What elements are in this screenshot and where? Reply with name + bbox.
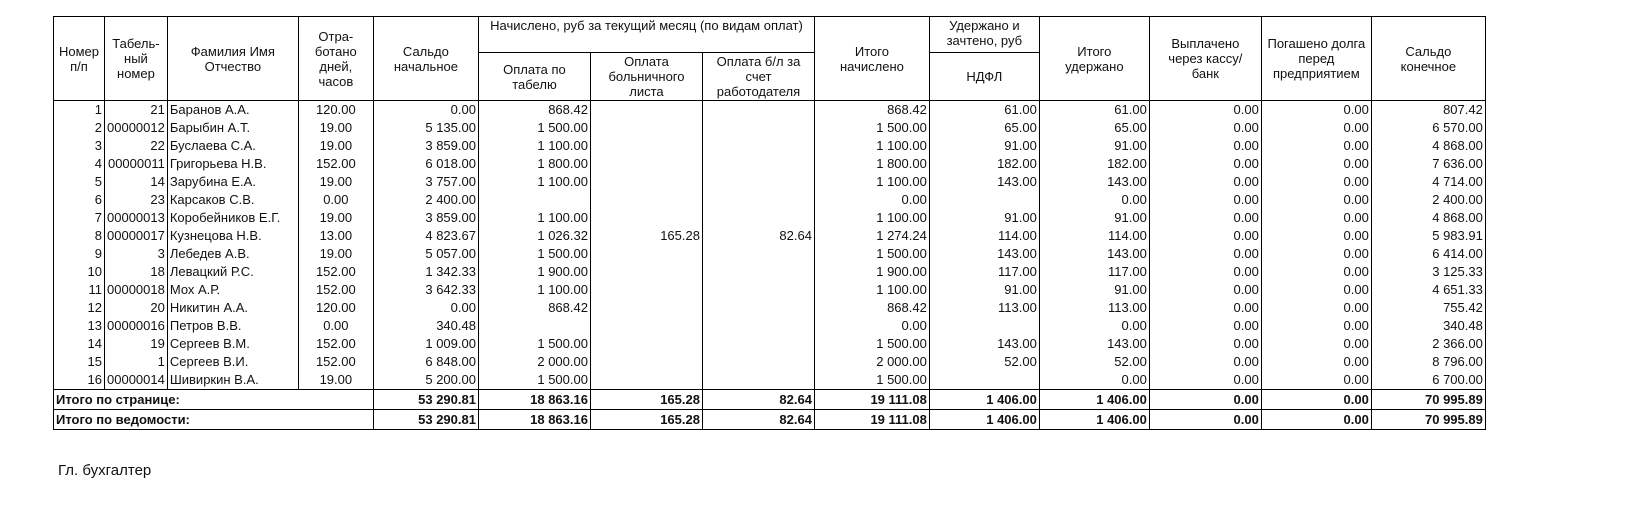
row-saldo-end: 6 700.00 xyxy=(1371,371,1485,390)
totals-row xyxy=(54,390,1486,410)
col-header-days: Отра-ботано дней, часов xyxy=(298,17,373,101)
table-row xyxy=(54,335,1486,353)
row-name: Сергеев В.М. xyxy=(167,335,298,353)
row-name: Карсаков С.В. xyxy=(167,191,298,209)
row-total-accrued: 0.00 xyxy=(814,191,929,209)
row-paid: 0.00 xyxy=(1149,101,1261,120)
row-pay-tabel: 2 000.00 xyxy=(478,353,590,371)
row-pay-employer xyxy=(702,245,814,263)
table-row xyxy=(54,101,1486,120)
row-pay-employer xyxy=(702,281,814,299)
row-total-accrued: 868.42 xyxy=(814,101,929,120)
row-total-withheld: 0.00 xyxy=(1039,191,1149,209)
row-pay-tabel: 1 100.00 xyxy=(478,137,590,155)
row-pay-employer xyxy=(702,119,814,137)
row-saldo-end: 4 868.00 xyxy=(1371,209,1485,227)
row-pay-tabel: 1 500.00 xyxy=(478,119,590,137)
row-saldo-start: 5 057.00 xyxy=(373,245,478,263)
row-total-withheld: 182.00 xyxy=(1039,155,1149,173)
table-row xyxy=(54,119,1486,137)
row-days: 120.00 xyxy=(298,299,373,317)
col-header-pay-sick: Оплата больничного листа xyxy=(590,53,702,101)
row-saldo-end: 340.48 xyxy=(1371,317,1485,335)
row-tab: 14 xyxy=(105,173,168,191)
row-days: 19.00 xyxy=(298,137,373,155)
row-num: 6 xyxy=(54,191,105,209)
row-saldo-end: 807.42 xyxy=(1371,101,1485,120)
row-ndfl: 113.00 xyxy=(929,299,1039,317)
row-ndfl: 143.00 xyxy=(929,245,1039,263)
row-pay-employer xyxy=(702,209,814,227)
row-pay-employer: 82.64 xyxy=(702,227,814,245)
total-withheld: 1 406.00 xyxy=(1039,390,1149,410)
col-header-tab: Табель-ный номер xyxy=(105,17,168,101)
row-paid: 0.00 xyxy=(1149,245,1261,263)
payroll-sheet xyxy=(53,16,1486,430)
total-paid: 0.00 xyxy=(1149,410,1261,430)
row-saldo-end: 4 651.33 xyxy=(1371,281,1485,299)
row-days: 0.00 xyxy=(298,317,373,335)
row-pay-tabel: 1 500.00 xyxy=(478,335,590,353)
col-header-saldo-start: Сальдо начальное xyxy=(373,17,478,101)
total-saldo-start: 53 290.81 xyxy=(373,390,478,410)
row-days: 19.00 xyxy=(298,173,373,191)
row-ndfl: 65.00 xyxy=(929,119,1039,137)
row-name: Барыбин А.Т. xyxy=(167,119,298,137)
row-debt: 0.00 xyxy=(1261,371,1371,390)
row-name: Лебедев А.В. xyxy=(167,245,298,263)
row-pay-tabel: 1 800.00 xyxy=(478,155,590,173)
row-tab: 20 xyxy=(105,299,168,317)
row-num: 14 xyxy=(54,335,105,353)
row-total-accrued: 1 100.00 xyxy=(814,173,929,191)
row-num: 8 xyxy=(54,227,105,245)
row-tab: 00000018 xyxy=(105,281,168,299)
row-pay-employer xyxy=(702,191,814,209)
row-paid: 0.00 xyxy=(1149,173,1261,191)
row-saldo-start: 5 135.00 xyxy=(373,119,478,137)
row-ndfl: 91.00 xyxy=(929,137,1039,155)
totals-row xyxy=(54,410,1486,430)
row-num: 3 xyxy=(54,137,105,155)
table-row xyxy=(54,317,1486,335)
row-name: Петров В.В. xyxy=(167,317,298,335)
col-header-pay-employer: Оплата б/л за счет работодателя xyxy=(702,53,814,101)
total-accrued: 19 111.08 xyxy=(814,390,929,410)
total-pay-sick: 165.28 xyxy=(590,410,702,430)
row-pay-employer xyxy=(702,299,814,317)
row-days: 0.00 xyxy=(298,191,373,209)
row-pay-sick xyxy=(590,191,702,209)
row-name: Левацкий Р.С. xyxy=(167,263,298,281)
row-name: Коробейников Е.Г. xyxy=(167,209,298,227)
row-tab: 1 xyxy=(105,353,168,371)
row-debt: 0.00 xyxy=(1261,119,1371,137)
row-pay-tabel: 1 500.00 xyxy=(478,245,590,263)
table-row xyxy=(54,209,1486,227)
table-row xyxy=(54,299,1486,317)
row-debt: 0.00 xyxy=(1261,263,1371,281)
row-saldo-start: 3 642.33 xyxy=(373,281,478,299)
total-saldo-end: 70 995.89 xyxy=(1371,390,1485,410)
chief-accountant-label: Гл. бухгалтер xyxy=(58,462,152,479)
total-ndfl: 1 406.00 xyxy=(929,390,1039,410)
row-ndfl: 182.00 xyxy=(929,155,1039,173)
row-pay-sick xyxy=(590,173,702,191)
row-num: 5 xyxy=(54,173,105,191)
row-pay-sick xyxy=(590,335,702,353)
row-pay-sick xyxy=(590,245,702,263)
row-pay-sick xyxy=(590,263,702,281)
total-ndfl: 1 406.00 xyxy=(929,410,1039,430)
col-header-total-withheld: Итого удержано xyxy=(1039,17,1149,101)
row-debt: 0.00 xyxy=(1261,281,1371,299)
row-total-accrued: 0.00 xyxy=(814,317,929,335)
row-debt: 0.00 xyxy=(1261,101,1371,120)
totals-label: Итого по странице: xyxy=(54,390,374,410)
row-saldo-end: 6 570.00 xyxy=(1371,119,1485,137)
row-saldo-start: 1 009.00 xyxy=(373,335,478,353)
row-total-accrued: 1 500.00 xyxy=(814,335,929,353)
row-pay-tabel: 868.42 xyxy=(478,299,590,317)
row-total-accrued: 1 100.00 xyxy=(814,209,929,227)
row-days: 152.00 xyxy=(298,263,373,281)
row-total-accrued: 1 800.00 xyxy=(814,155,929,173)
row-saldo-start: 0.00 xyxy=(373,299,478,317)
row-pay-employer xyxy=(702,137,814,155)
row-tab: 00000013 xyxy=(105,209,168,227)
row-pay-tabel: 1 500.00 xyxy=(478,371,590,390)
row-name: Сергеев В.И. xyxy=(167,353,298,371)
row-paid: 0.00 xyxy=(1149,353,1261,371)
table-row xyxy=(54,137,1486,155)
row-pay-employer xyxy=(702,335,814,353)
row-total-withheld: 91.00 xyxy=(1039,209,1149,227)
row-debt: 0.00 xyxy=(1261,317,1371,335)
row-debt: 0.00 xyxy=(1261,173,1371,191)
row-total-withheld: 143.00 xyxy=(1039,245,1149,263)
col-header-accrued-group: Начислено, руб за текущий месяц (по видам оплат) xyxy=(478,17,814,53)
col-header-total-accrued: Итого начислено xyxy=(814,17,929,101)
total-saldo-start: 53 290.81 xyxy=(373,410,478,430)
row-pay-employer xyxy=(702,371,814,390)
row-tab: 19 xyxy=(105,335,168,353)
row-days: 19.00 xyxy=(298,119,373,137)
row-days: 152.00 xyxy=(298,335,373,353)
row-saldo-start: 3 859.00 xyxy=(373,137,478,155)
table-body xyxy=(54,101,1486,390)
row-ndfl: 143.00 xyxy=(929,173,1039,191)
row-pay-tabel: 868.42 xyxy=(478,101,590,120)
table-row xyxy=(54,227,1486,245)
row-paid: 0.00 xyxy=(1149,317,1261,335)
row-debt: 0.00 xyxy=(1261,335,1371,353)
row-num: 15 xyxy=(54,353,105,371)
row-saldo-start: 6 848.00 xyxy=(373,353,478,371)
row-name: Шивиркин В.А. xyxy=(167,371,298,390)
row-pay-tabel: 1 100.00 xyxy=(478,209,590,227)
row-name: Григорьева Н.В. xyxy=(167,155,298,173)
row-tab: 3 xyxy=(105,245,168,263)
row-paid: 0.00 xyxy=(1149,371,1261,390)
row-pay-sick xyxy=(590,371,702,390)
total-pay-employer: 82.64 xyxy=(702,410,814,430)
row-saldo-end: 7 636.00 xyxy=(1371,155,1485,173)
total-saldo-end: 70 995.89 xyxy=(1371,410,1485,430)
row-ndfl: 91.00 xyxy=(929,281,1039,299)
col-header-ndfl: НДФЛ xyxy=(929,53,1039,101)
row-pay-tabel: 1 100.00 xyxy=(478,281,590,299)
total-debt: 0.00 xyxy=(1261,390,1371,410)
row-days: 19.00 xyxy=(298,245,373,263)
row-ndfl: 91.00 xyxy=(929,209,1039,227)
row-num: 11 xyxy=(54,281,105,299)
row-num: 4 xyxy=(54,155,105,173)
row-total-accrued: 1 274.24 xyxy=(814,227,929,245)
row-saldo-start: 4 823.67 xyxy=(373,227,478,245)
row-pay-sick xyxy=(590,155,702,173)
row-num: 7 xyxy=(54,209,105,227)
table-row xyxy=(54,263,1486,281)
row-pay-tabel: 1 026.32 xyxy=(478,227,590,245)
row-name: Баранов А.А. xyxy=(167,101,298,120)
row-pay-sick xyxy=(590,317,702,335)
row-saldo-end: 8 796.00 xyxy=(1371,353,1485,371)
row-paid: 0.00 xyxy=(1149,191,1261,209)
row-saldo-start: 340.48 xyxy=(373,317,478,335)
row-total-withheld: 143.00 xyxy=(1039,173,1149,191)
row-debt: 0.00 xyxy=(1261,227,1371,245)
col-header-name: Фамилия Имя Отчество xyxy=(167,17,298,101)
row-saldo-end: 6 414.00 xyxy=(1371,245,1485,263)
col-header-saldo-end: Сальдо конечное xyxy=(1371,17,1485,101)
table-row xyxy=(54,281,1486,299)
row-num: 13 xyxy=(54,317,105,335)
row-tab: 00000011 xyxy=(105,155,168,173)
row-pay-tabel xyxy=(478,191,590,209)
row-saldo-end: 4 714.00 xyxy=(1371,173,1485,191)
table-row xyxy=(54,371,1486,390)
row-saldo-end: 2 400.00 xyxy=(1371,191,1485,209)
row-ndfl xyxy=(929,371,1039,390)
row-tab: 23 xyxy=(105,191,168,209)
col-header-num: Номер п/п xyxy=(54,17,105,101)
table-header xyxy=(54,17,1486,101)
table-row xyxy=(54,245,1486,263)
total-pay-tabel: 18 863.16 xyxy=(478,390,590,410)
row-total-accrued: 1 500.00 xyxy=(814,371,929,390)
row-num: 10 xyxy=(54,263,105,281)
row-paid: 0.00 xyxy=(1149,155,1261,173)
col-header-debt: Погашено долга перед предприятием xyxy=(1261,17,1371,101)
row-saldo-start: 6 018.00 xyxy=(373,155,478,173)
row-saldo-end: 2 366.00 xyxy=(1371,335,1485,353)
row-saldo-end: 3 125.33 xyxy=(1371,263,1485,281)
col-header-withheld-group: Удержано и зачтено, руб xyxy=(929,17,1039,53)
row-saldo-end: 4 868.00 xyxy=(1371,137,1485,155)
row-paid: 0.00 xyxy=(1149,299,1261,317)
row-total-withheld: 0.00 xyxy=(1039,317,1149,335)
table-totals xyxy=(54,390,1486,430)
row-days: 19.00 xyxy=(298,209,373,227)
row-pay-tabel: 1 100.00 xyxy=(478,173,590,191)
total-accrued: 19 111.08 xyxy=(814,410,929,430)
row-pay-sick xyxy=(590,299,702,317)
row-total-withheld: 61.00 xyxy=(1039,101,1149,120)
row-debt: 0.00 xyxy=(1261,155,1371,173)
row-paid: 0.00 xyxy=(1149,137,1261,155)
row-total-accrued: 1 500.00 xyxy=(814,245,929,263)
row-paid: 0.00 xyxy=(1149,209,1261,227)
row-days: 152.00 xyxy=(298,353,373,371)
row-num: 2 xyxy=(54,119,105,137)
row-pay-employer xyxy=(702,155,814,173)
row-saldo-start: 2 400.00 xyxy=(373,191,478,209)
row-saldo-end: 5 983.91 xyxy=(1371,227,1485,245)
row-paid: 0.00 xyxy=(1149,281,1261,299)
row-days: 120.00 xyxy=(298,101,373,120)
row-total-withheld: 65.00 xyxy=(1039,119,1149,137)
row-debt: 0.00 xyxy=(1261,137,1371,155)
col-header-pay-tabel: Оплата по табелю xyxy=(478,53,590,101)
row-tab: 18 xyxy=(105,263,168,281)
totals-label: Итого по ведомости: xyxy=(54,410,374,430)
row-saldo-start: 5 200.00 xyxy=(373,371,478,390)
row-debt: 0.00 xyxy=(1261,353,1371,371)
row-name: Мох А.Р. xyxy=(167,281,298,299)
row-saldo-end: 755.42 xyxy=(1371,299,1485,317)
row-name: Буслаева С.А. xyxy=(167,137,298,155)
row-tab: 00000017 xyxy=(105,227,168,245)
row-days: 19.00 xyxy=(298,371,373,390)
table-row xyxy=(54,173,1486,191)
row-total-withheld: 91.00 xyxy=(1039,137,1149,155)
row-days: 13.00 xyxy=(298,227,373,245)
row-saldo-start: 0.00 xyxy=(373,101,478,120)
row-name: Никитин А.А. xyxy=(167,299,298,317)
row-ndfl: 117.00 xyxy=(929,263,1039,281)
row-pay-sick xyxy=(590,101,702,120)
row-ndfl: 52.00 xyxy=(929,353,1039,371)
row-tab: 00000016 xyxy=(105,317,168,335)
row-paid: 0.00 xyxy=(1149,119,1261,137)
row-ndfl: 143.00 xyxy=(929,335,1039,353)
row-total-accrued: 1 100.00 xyxy=(814,137,929,155)
row-debt: 0.00 xyxy=(1261,299,1371,317)
row-total-withheld: 143.00 xyxy=(1039,335,1149,353)
row-pay-employer xyxy=(702,173,814,191)
total-paid: 0.00 xyxy=(1149,390,1261,410)
row-ndfl: 61.00 xyxy=(929,101,1039,120)
row-ndfl xyxy=(929,317,1039,335)
row-tab: 22 xyxy=(105,137,168,155)
row-total-accrued: 1 500.00 xyxy=(814,119,929,137)
row-pay-sick xyxy=(590,119,702,137)
total-pay-sick: 165.28 xyxy=(590,390,702,410)
row-pay-tabel xyxy=(478,317,590,335)
total-pay-employer: 82.64 xyxy=(702,390,814,410)
row-paid: 0.00 xyxy=(1149,227,1261,245)
row-pay-employer xyxy=(702,353,814,371)
row-num: 16 xyxy=(54,371,105,390)
row-pay-sick: 165.28 xyxy=(590,227,702,245)
row-debt: 0.00 xyxy=(1261,209,1371,227)
row-pay-sick xyxy=(590,353,702,371)
row-total-accrued: 2 000.00 xyxy=(814,353,929,371)
row-debt: 0.00 xyxy=(1261,245,1371,263)
total-pay-tabel: 18 863.16 xyxy=(478,410,590,430)
row-total-accrued: 1 100.00 xyxy=(814,281,929,299)
row-total-withheld: 117.00 xyxy=(1039,263,1149,281)
row-saldo-start: 1 342.33 xyxy=(373,263,478,281)
row-debt: 0.00 xyxy=(1261,191,1371,209)
row-tab: 21 xyxy=(105,101,168,120)
table-row xyxy=(54,191,1486,209)
row-tab: 00000014 xyxy=(105,371,168,390)
table-row xyxy=(54,353,1486,371)
row-pay-sick xyxy=(590,137,702,155)
row-total-withheld: 91.00 xyxy=(1039,281,1149,299)
row-pay-sick xyxy=(590,281,702,299)
row-paid: 0.00 xyxy=(1149,263,1261,281)
row-tab: 00000012 xyxy=(105,119,168,137)
row-paid: 0.00 xyxy=(1149,335,1261,353)
col-header-paid: Выплачено через кассу/банк xyxy=(1149,17,1261,101)
row-total-withheld: 0.00 xyxy=(1039,371,1149,390)
row-pay-employer xyxy=(702,101,814,120)
row-total-withheld: 114.00 xyxy=(1039,227,1149,245)
row-days: 152.00 xyxy=(298,281,373,299)
row-pay-tabel: 1 900.00 xyxy=(478,263,590,281)
row-pay-employer xyxy=(702,317,814,335)
row-ndfl xyxy=(929,191,1039,209)
row-pay-sick xyxy=(590,209,702,227)
row-saldo-start: 3 757.00 xyxy=(373,173,478,191)
row-num: 9 xyxy=(54,245,105,263)
row-total-withheld: 52.00 xyxy=(1039,353,1149,371)
row-days: 152.00 xyxy=(298,155,373,173)
row-total-accrued: 868.42 xyxy=(814,299,929,317)
row-total-withheld: 113.00 xyxy=(1039,299,1149,317)
row-num: 1 xyxy=(54,101,105,120)
row-total-accrued: 1 900.00 xyxy=(814,263,929,281)
row-num: 12 xyxy=(54,299,105,317)
row-name: Зарубина Е.А. xyxy=(167,173,298,191)
total-debt: 0.00 xyxy=(1261,410,1371,430)
table-row xyxy=(54,155,1486,173)
row-ndfl: 114.00 xyxy=(929,227,1039,245)
row-pay-employer xyxy=(702,263,814,281)
total-withheld: 1 406.00 xyxy=(1039,410,1149,430)
row-saldo-start: 3 859.00 xyxy=(373,209,478,227)
row-name: Кузнецова Н.В. xyxy=(167,227,298,245)
payroll-table xyxy=(53,16,1486,430)
